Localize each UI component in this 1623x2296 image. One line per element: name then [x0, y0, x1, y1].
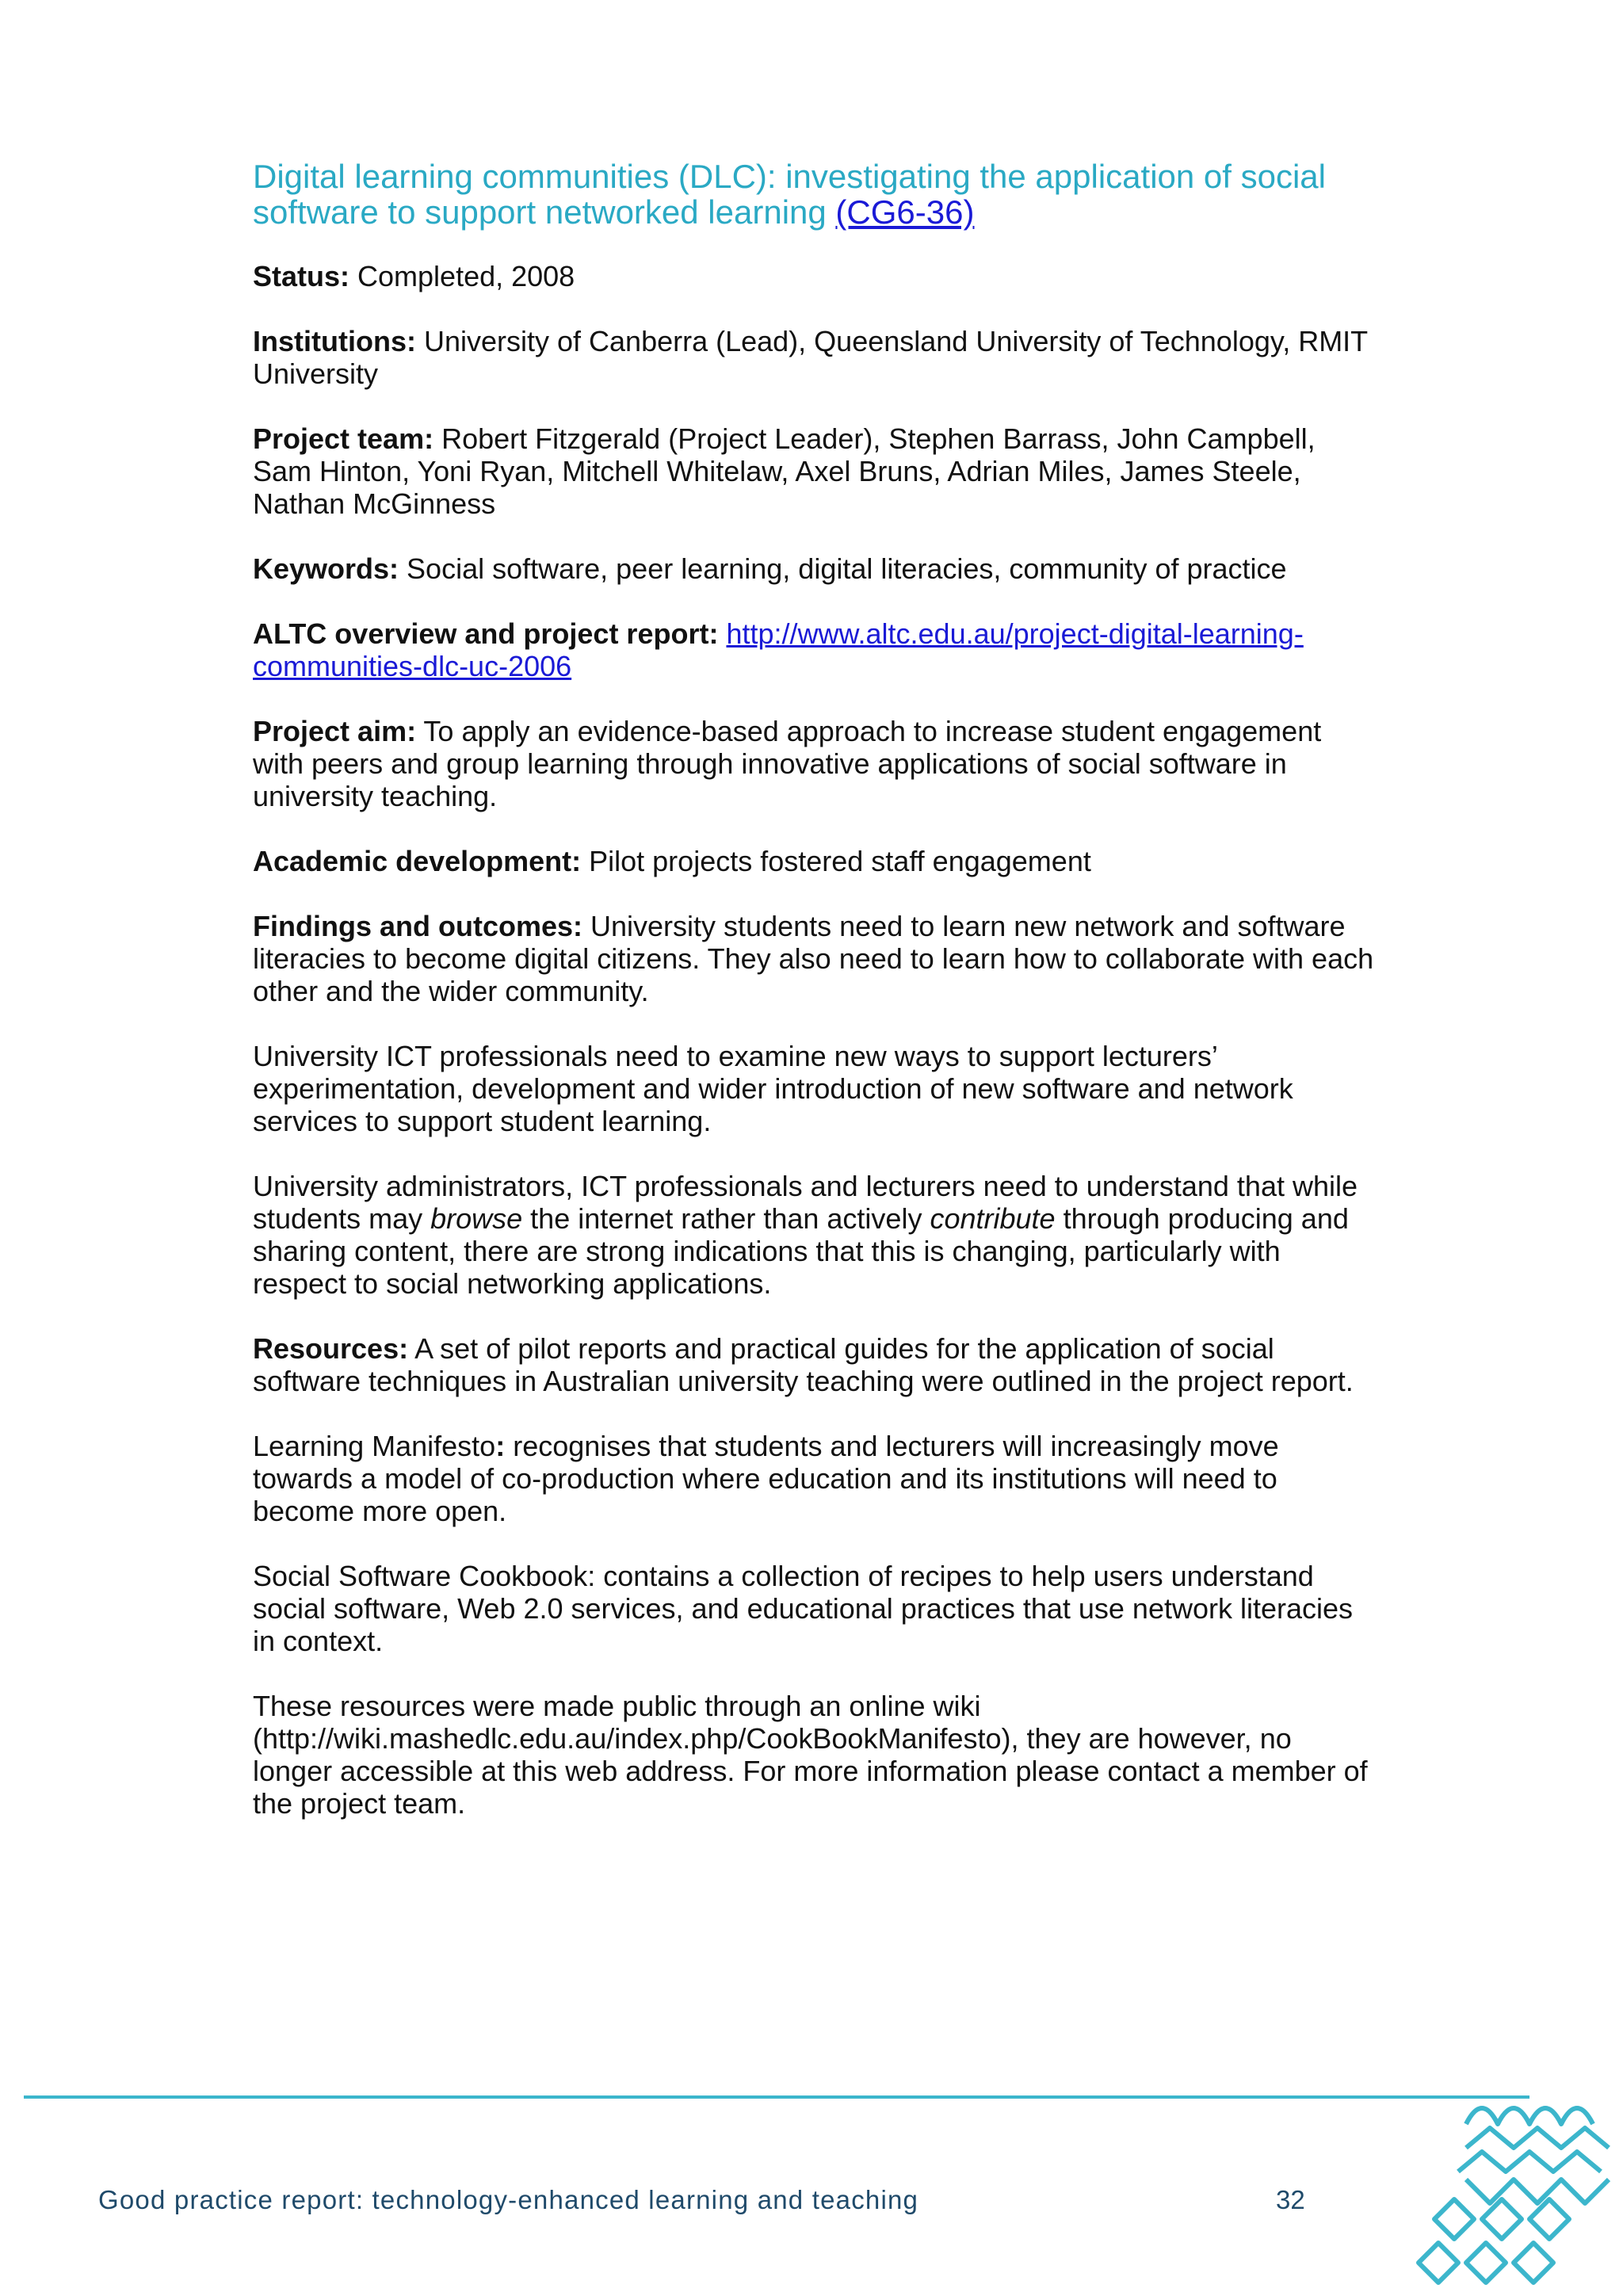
- manifesto-paragraph: [253, 1430, 1378, 1527]
- keywords-value: Social software, peer learning, digital literacies, community of practice: [399, 552, 1287, 585]
- academic-paragraph: [253, 845, 1378, 877]
- status-label: Status:: [253, 260, 350, 292]
- status-value: Completed, 2008: [349, 260, 575, 292]
- findings-label: Findings and outcomes:: [253, 910, 583, 942]
- altc-paragraph: [253, 617, 1378, 682]
- institutions-value: University of Canberra (Lead), Queensland University of Technology, RMIT University: [253, 325, 1368, 390]
- academic-label: Academic development:: [253, 845, 582, 877]
- document-body: [253, 159, 1378, 1852]
- aim-value: To apply an evidence-based approach to increase student engagement with peers and group learning through innovative applications of social software in university teaching.: [253, 715, 1322, 812]
- admin-emphasis-contribute: contribute: [930, 1202, 1056, 1235]
- page-number: 32: [1276, 2185, 1305, 2214]
- keywords-label: Keywords:: [253, 552, 399, 585]
- cookbook-paragraph: Social Software Cookbook: contains a collection of recipes to help users understand social software, Web 2.0 services, and educational practices that use network literacies in context.: [253, 1560, 1354, 1657]
- admin-paragraph: [253, 1170, 1378, 1300]
- team-value: Robert Fitzgerald (Project Leader), Stephen Barrass, John Campbell, Sam Hinton, Yoni Ryan, Mitchell Whitelaw, Axel Bruns, Adrian Miles, James Steele, Nathan McGinness: [253, 422, 1316, 520]
- ict-paragraph: University ICT professionals need to examine new ways to support lecturers’ experimentation, development and wider introduction of new software and network services to support student learning.: [253, 1040, 1293, 1137]
- institutions-label: Institutions:: [253, 325, 416, 357]
- keywords-paragraph: [253, 552, 1378, 585]
- page-title: [253, 159, 1378, 230]
- academic-value: Pilot projects fostered staff engagement: [581, 845, 1091, 877]
- findings-paragraph: [253, 910, 1378, 1007]
- admin-text-1: University administrators, ICT professionals and lecturers need to understand that while students may: [253, 1170, 1358, 1235]
- resources-value: A set of pilot reports and practical guides for the application of social software techniques in Australian university teaching were outlined in the project report.: [253, 1332, 1354, 1397]
- aim-paragraph: [253, 715, 1378, 812]
- resources-label: Resources:: [253, 1332, 409, 1365]
- public-paragraph: These resources were made public through an online wiki (http://wiki.mashedlc.edu.au/index.php/CookBookManifesto), they are however, no longer accessible at this web address. For more information please contact a member of the project team.: [253, 1690, 1368, 1820]
- aim-label: Project aim:: [253, 715, 417, 747]
- findings-value: University students need to learn new network and software literacies to become digital citizens. They also need to learn how to collaborate with each other and the wider community.: [253, 910, 1374, 1007]
- manifesto-colon: :: [495, 1430, 506, 1462]
- institutions-paragraph: [253, 325, 1378, 390]
- manifesto-value: recognises that students and lecturers will increasingly move towards a model of co-production where education and its institutions will need to become more open.: [253, 1430, 1279, 1527]
- status-paragraph: [253, 260, 1378, 292]
- admin-text-2: the internet rather than actively: [522, 1202, 930, 1235]
- altc-report-link[interactable]: http://www.altc.edu.au/project-digital-learning-communities-dlc-uc-2006: [253, 617, 1304, 682]
- resources-paragraph: [253, 1332, 1378, 1397]
- admin-text-3: through producing and sharing content, there are strong indications that this is changing, particularly with respect to social networking applications.: [253, 1202, 1349, 1300]
- admin-emphasis-browse: browse: [430, 1202, 523, 1235]
- project-code-link[interactable]: (CG6-36): [835, 193, 975, 231]
- team-paragraph: [253, 422, 1378, 520]
- footer-title: Good practice report: technology-enhanced learning and teaching: [98, 2185, 919, 2214]
- wave-diamond-logo-icon: [1411, 2092, 1623, 2296]
- footer-rule: [24, 2095, 1529, 2099]
- title-text: Digital learning communities (DLC): investigating the application of social software to support networked learning: [253, 158, 1326, 231]
- team-label: Project team:: [253, 422, 434, 455]
- altc-label: ALTC overview and project report:: [253, 617, 719, 650]
- manifesto-name: Learning Manifesto: [253, 1430, 496, 1462]
